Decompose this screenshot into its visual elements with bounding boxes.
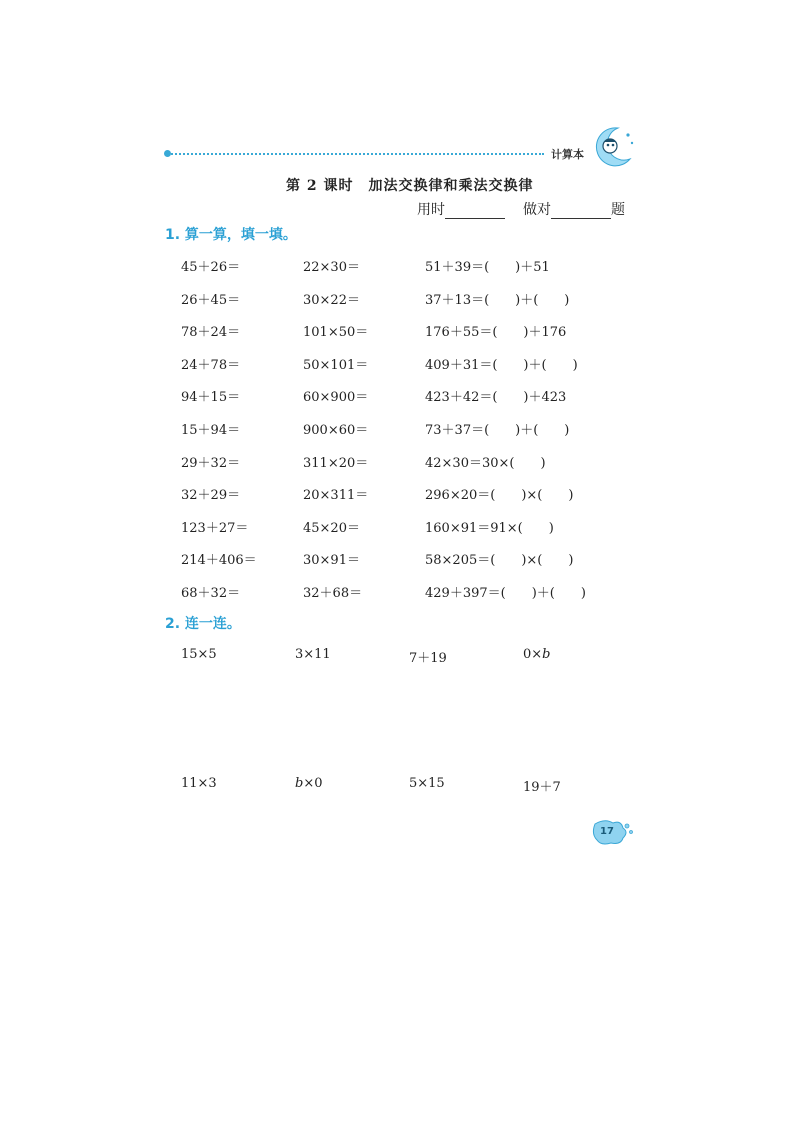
calc-item[interactable]: 24＋78＝	[181, 358, 241, 373]
section1-heading: 1. 算一算，填一填。	[165, 227, 297, 243]
correct-label: 做对	[523, 202, 551, 218]
calc-item[interactable]: 409＋31＝( )＋( )	[425, 358, 578, 373]
calc-item[interactable]: 176＋55＝( )＋176	[425, 325, 567, 340]
calc-item[interactable]: 101×50＝	[303, 325, 369, 340]
match-item-top[interactable]: 3×11	[295, 647, 331, 662]
section2-heading: 2. 连一连。	[165, 616, 241, 632]
book-label: 计算本	[551, 148, 584, 161]
calc-item[interactable]: 429＋397＝( )＋( )	[425, 586, 586, 601]
calc-item[interactable]: 73＋37＝( )＋( )	[425, 423, 570, 438]
calc-item[interactable]: 423＋42＝( )＋423	[425, 390, 567, 405]
calc-item[interactable]: 160×91＝91×( )	[425, 521, 554, 536]
match-item-top[interactable]: 7＋19	[409, 651, 447, 666]
calc-item[interactable]: 60×900＝	[303, 390, 369, 405]
calc-item[interactable]: 20×311＝	[303, 488, 369, 503]
calc-item[interactable]: 45×20＝	[303, 521, 360, 536]
correct-count	[523, 199, 625, 219]
calc-item[interactable]: 30×22＝	[303, 293, 360, 308]
lesson-title: 第 2 课时 加法交换律和乘法交换律	[286, 178, 534, 194]
questions-suffix: 题	[611, 202, 625, 218]
calc-item[interactable]: 68＋32＝	[181, 586, 241, 601]
calc-item[interactable]: 26＋45＝	[181, 293, 241, 308]
header-dotted-rule	[168, 153, 544, 155]
time-used	[417, 199, 505, 219]
moon-mascot-icon	[588, 125, 634, 167]
calc-item[interactable]: 296×20＝( )×( )	[425, 488, 574, 503]
calc-item[interactable]: 214＋406＝	[181, 553, 257, 568]
match-item-top[interactable]: 0×b	[523, 647, 551, 662]
calc-item[interactable]: 94＋15＝	[181, 390, 241, 405]
match-item-bottom[interactable]: b×0	[295, 776, 323, 791]
calc-item[interactable]: 32＋68＝	[303, 586, 363, 601]
time-used-label: 用时	[417, 202, 445, 218]
page-number: 17	[600, 826, 614, 837]
calc-item[interactable]: 78＋24＝	[181, 325, 241, 340]
match-item-top[interactable]: 15×5	[181, 647, 217, 662]
calc-item[interactable]: 30×91＝	[303, 553, 360, 568]
time-used-blank[interactable]	[445, 204, 505, 219]
match-item-bottom[interactable]: 19＋7	[523, 780, 561, 795]
match-item-bottom[interactable]: 11×3	[181, 776, 217, 791]
calc-item[interactable]: 29＋32＝	[181, 456, 241, 471]
calc-item[interactable]: 42×30＝30×( )	[425, 456, 546, 471]
match-item-bottom[interactable]: 5×15	[409, 776, 445, 791]
calc-item[interactable]: 22×30＝	[303, 260, 360, 275]
calc-item[interactable]: 58×205＝( )×( )	[425, 553, 574, 568]
calc-item[interactable]: 32＋29＝	[181, 488, 241, 503]
calc-item[interactable]: 15＋94＝	[181, 423, 241, 438]
calc-item[interactable]: 50×101＝	[303, 358, 369, 373]
calc-item[interactable]: 900×60＝	[303, 423, 369, 438]
calc-item[interactable]: 51＋39＝( )＋51	[425, 260, 550, 275]
calc-item[interactable]: 45＋26＝	[181, 260, 241, 275]
calc-item[interactable]: 37＋13＝( )＋( )	[425, 293, 570, 308]
calc-item[interactable]: 123＋27＝	[181, 521, 249, 536]
correct-blank[interactable]	[551, 204, 611, 219]
calc-item[interactable]: 311×20＝	[303, 456, 369, 471]
